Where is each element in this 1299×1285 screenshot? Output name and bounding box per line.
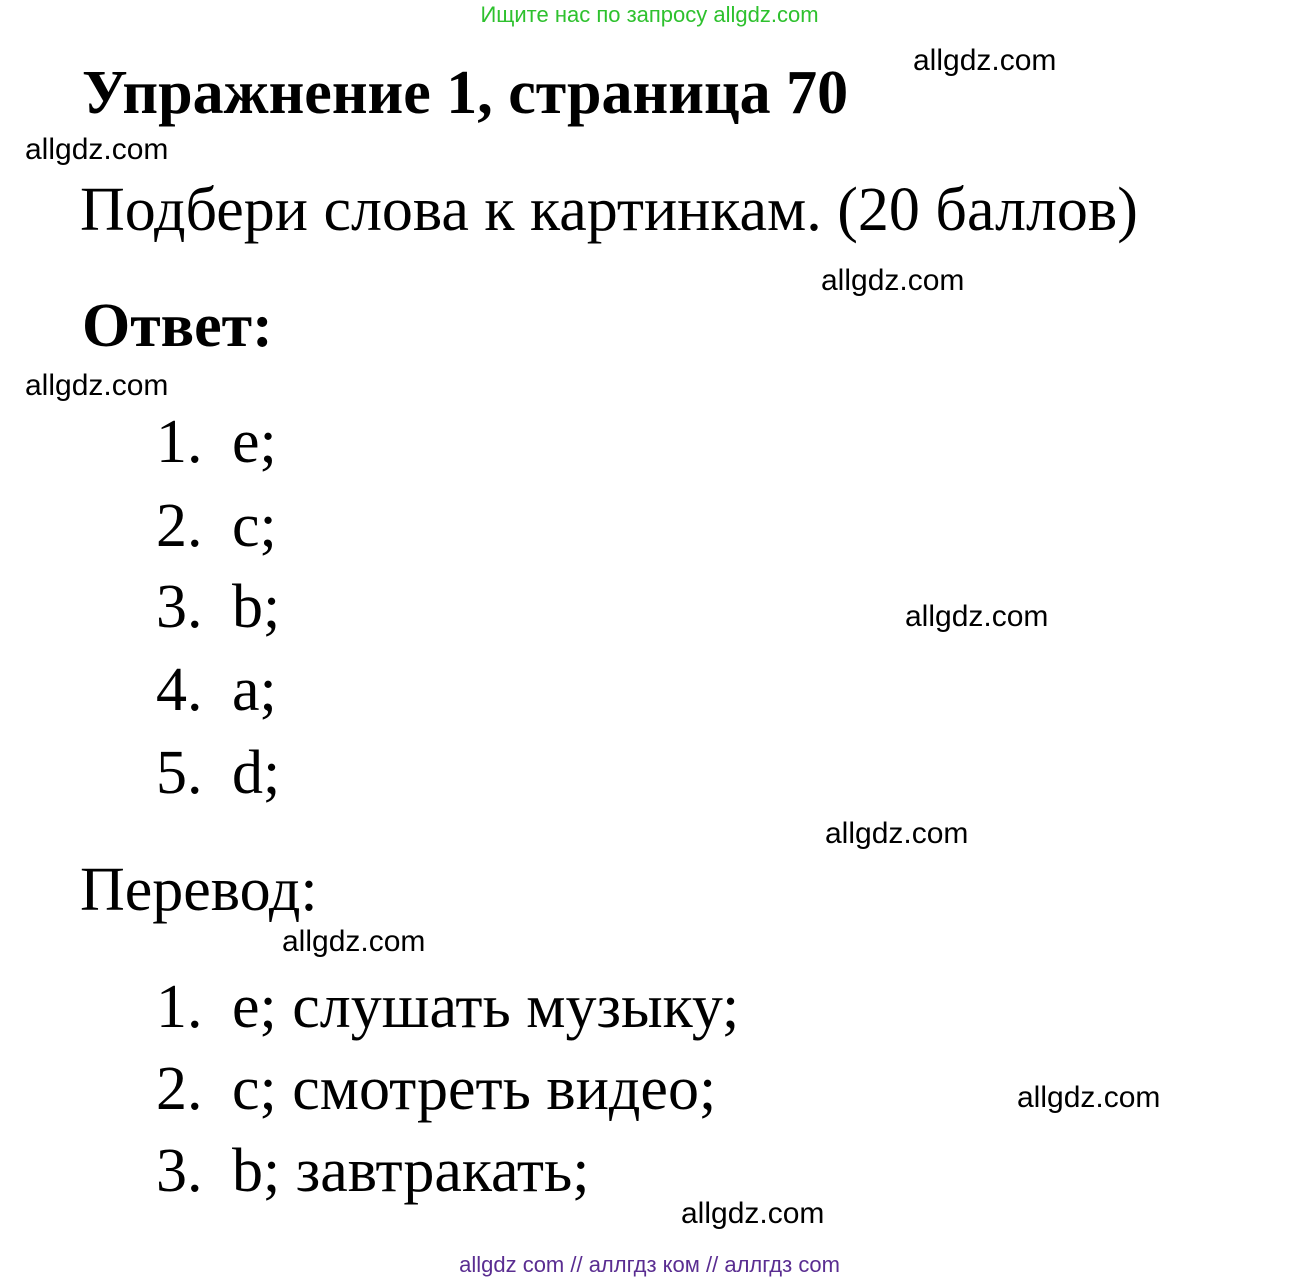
watermark: allgdz.com bbox=[821, 264, 965, 297]
watermark: allgdz.com bbox=[282, 925, 426, 958]
answer-item bbox=[156, 735, 280, 811]
translation-number: 1. bbox=[156, 973, 203, 1041]
exercise-title: Упражнение 1, страница 70 bbox=[82, 59, 849, 127]
answer-item bbox=[156, 404, 277, 480]
answer-item bbox=[156, 488, 277, 564]
watermark: allgdz.com bbox=[25, 369, 169, 402]
answer-heading: Ответ: bbox=[82, 292, 273, 360]
translation-text: b; завтракать; bbox=[232, 1137, 590, 1205]
watermark: allgdz.com bbox=[913, 44, 1057, 77]
answer-number: 3. bbox=[156, 573, 203, 641]
answer-number: 1. bbox=[156, 408, 203, 476]
top-banner[interactable]: Ищите нас по запросу allgdz.com bbox=[480, 2, 819, 27]
watermark: allgdz.com bbox=[1017, 1081, 1161, 1114]
watermark: allgdz.com bbox=[25, 133, 169, 166]
translation-item bbox=[156, 1133, 590, 1209]
answer-text: e; bbox=[232, 408, 277, 476]
watermark: allgdz.com bbox=[681, 1197, 825, 1230]
answer-text: a; bbox=[232, 656, 277, 724]
footer-links[interactable]: allgdz com // аллгдз ком // аллгдз com bbox=[459, 1252, 840, 1277]
answer-item bbox=[156, 569, 280, 645]
answer-number: 2. bbox=[156, 492, 203, 560]
task-text: Подбери слова к картинкам. (20 баллов) bbox=[80, 176, 1138, 244]
answer-number: 5. bbox=[156, 739, 203, 807]
watermark: allgdz.com bbox=[825, 817, 969, 850]
answer-text: c; bbox=[232, 492, 277, 560]
translation-item bbox=[156, 1051, 716, 1127]
translation-text: e; слушать музыку; bbox=[232, 973, 740, 1041]
translation-item bbox=[156, 969, 739, 1045]
answer-text: b; bbox=[232, 573, 281, 641]
translation-number: 3. bbox=[156, 1137, 203, 1205]
answer-text: d; bbox=[232, 739, 281, 807]
translation-heading: Перевод: bbox=[80, 856, 318, 924]
answer-item bbox=[156, 652, 277, 728]
watermark: allgdz.com bbox=[905, 600, 1049, 633]
translation-number: 2. bbox=[156, 1055, 203, 1123]
translation-text: c; смотреть видео; bbox=[232, 1055, 717, 1123]
answer-number: 4. bbox=[156, 656, 203, 724]
